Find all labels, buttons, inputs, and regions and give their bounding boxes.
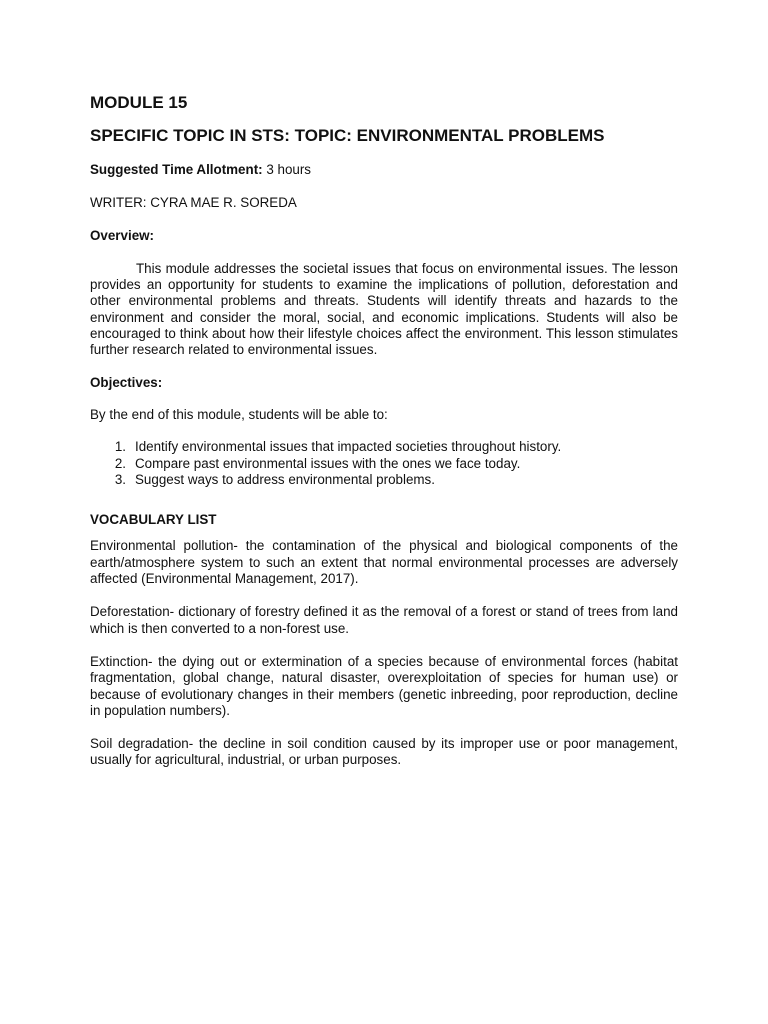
objective-text: Compare past environmental issues with the ones we face today. [135,455,521,471]
objective-item [90,456,678,472]
vocabulary-heading: VOCABULARY LIST [90,512,217,528]
time-allotment [90,162,678,178]
objective-number: 1. [114,439,126,455]
objective-number: 2. [114,455,126,471]
vocabulary-entry-soil-degradation: Soil degradation- the decline in soil condition caused by its improper use or poor management, usually for agricultural, industrial, or urban purposes. [90,736,678,768]
objective-item [90,439,678,455]
objective-text: Suggest ways to address environmental problems. [135,471,435,487]
objectives-list [90,439,678,488]
objectives-intro: By the end of this module, students will be able to: [90,406,388,422]
vocabulary-entry-deforestation: Deforestation- dictionary of forestry defined it as the removal of a forest or stand of trees from land which is then converted to a non-forest use. [90,604,678,636]
module-number-heading: MODULE 15 [90,93,188,112]
topic-title-heading: SPECIFIC TOPIC IN STS: TOPIC: ENVIRONMENTAL PROBLEMS [90,126,605,145]
objective-text: Identify environmental issues that impacted societies throughout history. [135,439,562,455]
document-page [90,92,678,769]
time-allotment-label: Suggested Time Allotment: [90,162,263,177]
overview-paragraph: This module addresses the societal issues that focus on environmental issues. The lesson provides an opportunity for students to examine the implications of pollution, deforestation and other environmental problems and threats. Students will identify threats and hazards to the environment and consider the moral, social, and economic implications. Students will also be encouraged to think about how their lifestyle choices affect the environment. This lesson stimulates further research related to environmental issues. [90,260,678,358]
writer-line: WRITER: CYRA MAE R. SOREDA [90,195,297,211]
objectives-heading: Objectives: [90,374,163,390]
overview-heading: Overview: [90,227,155,243]
vocabulary-entry-extinction: Extinction- the dying out or extermination of a species because of environmental forces (habitat fragmentation, global change, natural disaster, overexploitation of species for human use) or because of evolutionary changes in their members (genetic inbreeding, poor reproduction, decline in population numbers). [90,653,678,718]
objective-number: 3. [114,471,126,487]
time-allotment-value: 3 hours [262,162,311,177]
vocabulary-entry-environmental-pollution: Environmental pollution- the contamination of the physical and biological components of the earth/atmosphere system to such an extent that normal environmental processes are adversely affected (Environmental Management, 2017). [90,538,678,587]
objective-item [90,472,678,488]
